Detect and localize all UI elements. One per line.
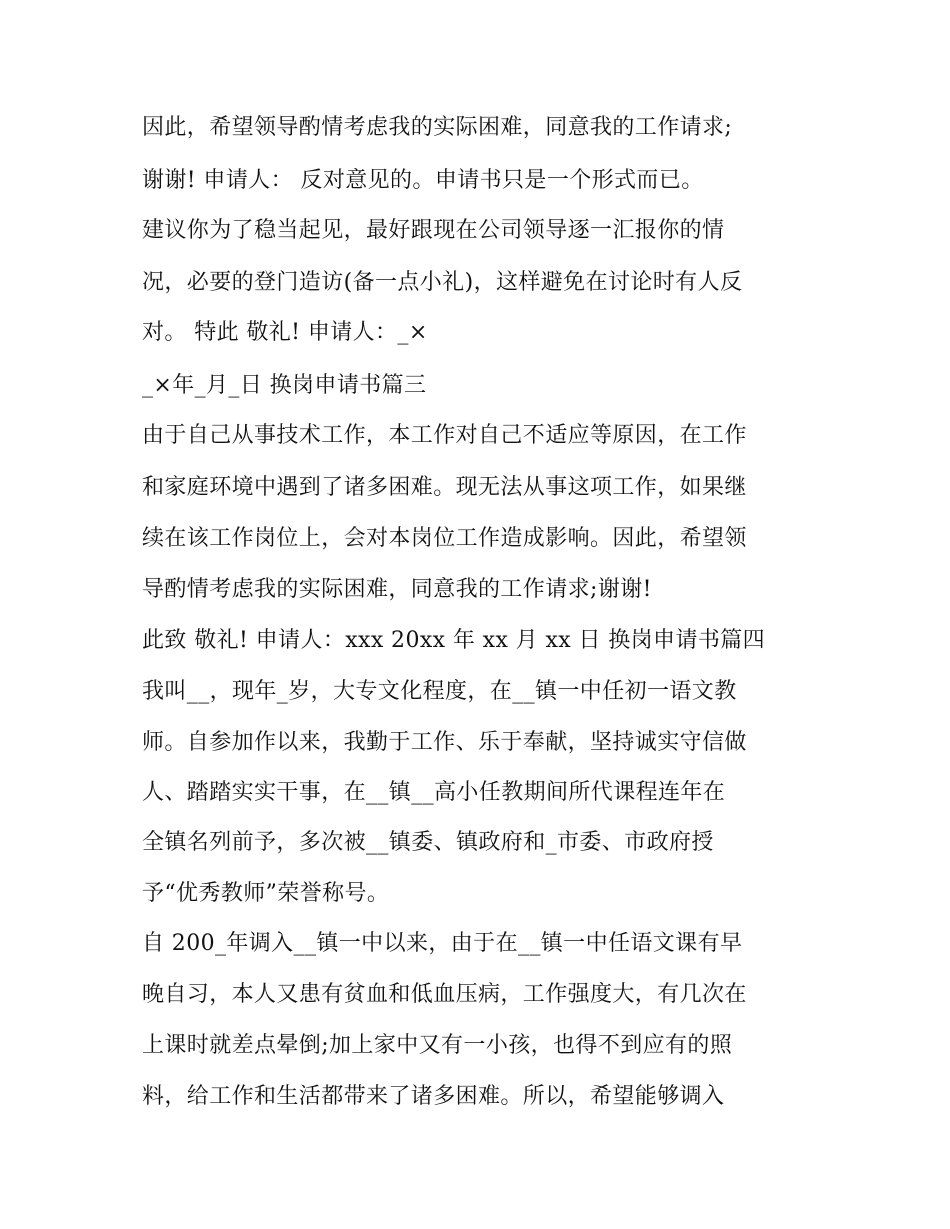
text-line: 续在该工作岗位上，会对本岗位工作造成影响。因此，希望领 bbox=[142, 526, 747, 551]
text-line: 对。 特此 敬礼! 申请人：_× bbox=[142, 320, 428, 345]
text-line: _×年_月_日 换岗申请书篇三 bbox=[142, 373, 427, 398]
text-line: 晚自习，本人又患有贫血和低血压病，工作强度大，有几次在 bbox=[142, 982, 747, 1007]
text-line: 予“优秀教师”荣誉称号。 bbox=[142, 881, 390, 906]
text-line: 导酌情考虑我的实际困难，同意我的工作请求;谢谢! bbox=[142, 577, 652, 602]
text-line: 和家庭环境中遇到了诸多困难。现无法从事这项工作，如果继 bbox=[142, 475, 747, 500]
text-line: 因此，希望领导酌情考虑我的实际困难，同意我的工作请求; bbox=[142, 115, 733, 140]
text-line: 我叫__，现年_岁，大专文化程度，在__镇一中任初一语文教 bbox=[142, 679, 737, 704]
text-line: 此致 敬礼! 申请人：xxx 20xx 年 xx 月 xx 日 换岗申请书篇四 bbox=[142, 628, 766, 653]
text-line: 料，给工作和生活都带来了诸多困难。所以，希望能够调入 bbox=[142, 1084, 725, 1109]
text-line: 由于自己从事技术工作，本工作对自己不适应等原因，在工作 bbox=[142, 423, 747, 448]
text-line: 全镇名列前予，多次被__镇委、镇政府和_市委、市政府授 bbox=[142, 830, 714, 855]
text-line: 自 200_年调入__镇一中以来，由于在__镇一中任语文课有早 bbox=[142, 931, 743, 956]
text-line: 上课时就差点晕倒;加上家中又有一小孩，也得不到应有的照 bbox=[142, 1033, 733, 1058]
text-line: 况，必要的登门造访(备一点小礼)，这样避免在讨论时有人反 bbox=[142, 270, 743, 295]
text-line: 建议你为了稳当起见，最好跟现在公司领导逐一汇报你的情 bbox=[142, 218, 725, 243]
text-line: 人、踏踏实实干事，在__镇__高小任教期间所代课程连年在 bbox=[142, 780, 726, 805]
text-line: 师。自参加作以来，我勤于工作、乐于奉献，坚持诚实守信做 bbox=[142, 730, 747, 755]
text-line: 谢谢! 申请人： 反对意见的。申请书只是一个形式而已。 bbox=[142, 168, 704, 193]
